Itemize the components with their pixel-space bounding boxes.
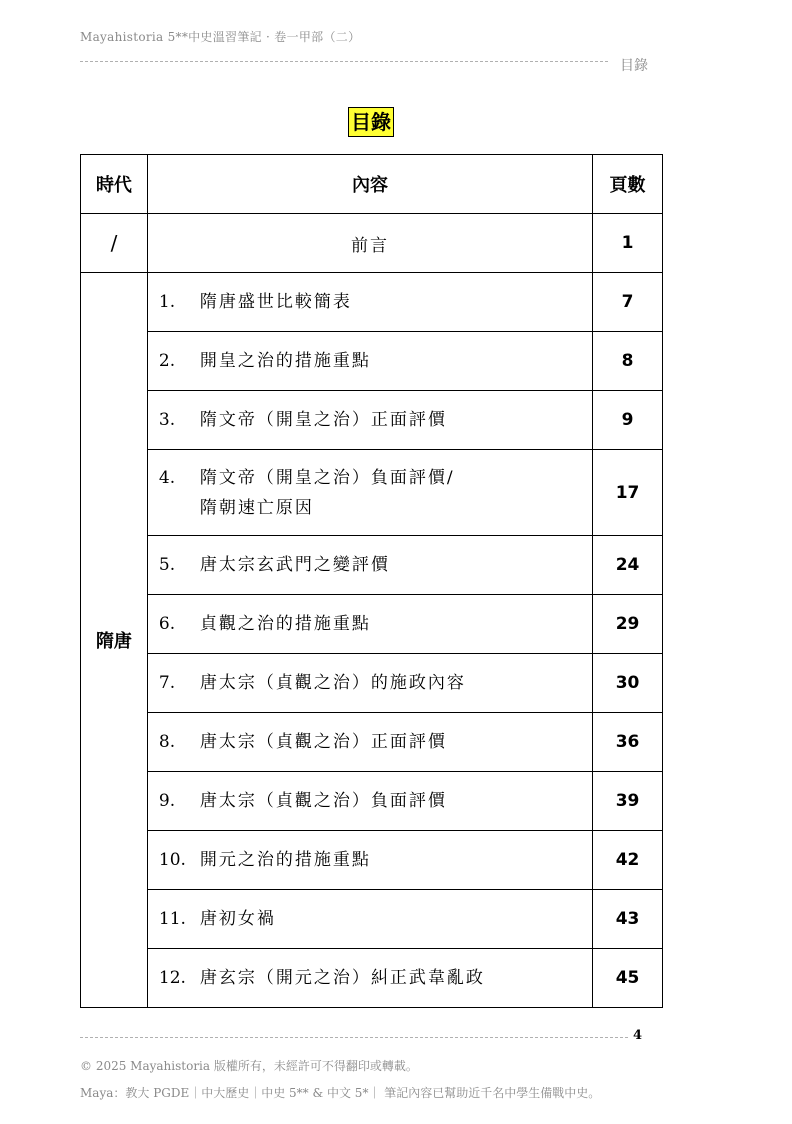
toc-item[interactable] (147, 831, 592, 890)
toc-row (81, 890, 663, 949)
footer-author-info: Maya：教大 PGDE｜中大歷史｜中史 5** & 中文 5*｜ 筆記內容已幫助近千名中學生備戰中史。 (80, 1086, 601, 1100)
item-text (200, 963, 485, 993)
col-header-content: 內容 (147, 155, 592, 214)
page-number: 8 (593, 332, 663, 391)
item-text-line: 開元之治的措施重點 (199, 850, 371, 870)
toc-item[interactable] (147, 890, 592, 949)
toc-item[interactable] (147, 273, 592, 332)
toc-row (81, 831, 663, 890)
toc-item-intro[interactable]: 前言 (147, 214, 592, 273)
page-number: 45 (593, 949, 663, 1008)
item-number: 4. (158, 467, 176, 488)
item-text-line: 唐太宗（貞觀之治）正面評價 (199, 732, 447, 752)
item-text (200, 904, 276, 934)
item-text-line: 唐初女禍 (199, 909, 276, 929)
item-number: 11. (158, 909, 186, 929)
item-number: 9. (158, 791, 176, 811)
toc-row (81, 713, 663, 772)
toc-item[interactable] (147, 595, 592, 654)
toc-item[interactable] (147, 332, 592, 391)
item-number: 7. (158, 673, 176, 693)
item-text (200, 346, 371, 376)
item-text-line: 唐玄宗（開元之治）糾正武韋亂政 (199, 968, 485, 988)
toc-row (81, 949, 663, 1008)
item-number: 3. (158, 410, 176, 430)
item-text (200, 405, 447, 435)
page-number: 30 (593, 654, 663, 713)
page-number: 36 (593, 713, 663, 772)
item-number: 1. (158, 292, 176, 312)
toc-row (81, 391, 663, 450)
toc-row (81, 273, 663, 332)
toc-row (81, 654, 663, 713)
page-number: 24 (593, 536, 663, 595)
item-text-line: 唐太宗玄武門之變評價 (199, 555, 390, 575)
item-text-line: 開皇之治的措施重點 (199, 351, 371, 371)
item-number: 8. (158, 732, 176, 752)
toc-item[interactable] (147, 772, 592, 831)
toc-item[interactable] (147, 391, 592, 450)
item-text (200, 463, 455, 523)
toc-item[interactable] (147, 450, 592, 536)
header-section: 目錄 (620, 58, 648, 74)
item-text (200, 287, 352, 317)
item-text-line: 唐太宗（貞觀之治）的施政內容 (199, 673, 466, 693)
item-text (200, 786, 447, 816)
header-title: Mayahistoria 5**中史溫習筆記 · 卷一甲部（二） (80, 30, 361, 44)
item-text (200, 609, 371, 639)
toc-items (81, 273, 663, 1008)
page-number: 39 (593, 772, 663, 831)
item-text-line: 隋文帝（開皇之治）正面評價 (199, 410, 447, 430)
col-header-page: 頁數 (593, 155, 663, 214)
era-cell-sui-tang: 隋唐 (81, 273, 148, 1008)
item-text (200, 845, 371, 875)
item-text (200, 727, 447, 757)
toc-item[interactable] (147, 713, 592, 772)
toc-item[interactable] (147, 536, 592, 595)
page-number: 43 (593, 890, 663, 949)
toc-header-row (81, 155, 663, 214)
page-number-intro: 1 (593, 214, 663, 273)
item-text-line: 貞觀之治的措施重點 (199, 614, 371, 634)
item-number: 12. (158, 968, 186, 988)
item-text-line: 隋文帝（開皇之治）負面評價/ (199, 467, 455, 488)
item-number: 6. (158, 614, 176, 634)
footer-page-number: 4 (633, 1028, 643, 1043)
toc-row (81, 536, 663, 595)
item-number: 5. (158, 555, 176, 575)
item-text-line: 隋唐盛世比較簡表 (199, 292, 352, 312)
col-header-era: 時代 (81, 155, 148, 214)
toc-row (81, 595, 663, 654)
page-number: 9 (593, 391, 663, 450)
page-number: 17 (593, 450, 663, 536)
page-number: 42 (593, 831, 663, 890)
item-text (200, 550, 390, 580)
page-number: 29 (593, 595, 663, 654)
header-divider (80, 61, 608, 62)
item-text (200, 668, 466, 698)
toc-row (81, 450, 663, 536)
toc-row (81, 332, 663, 391)
toc-item[interactable] (147, 654, 592, 713)
item-text-line-2: 隋朝速亡原因 (199, 497, 314, 518)
item-number: 2. (158, 351, 176, 371)
item-text-line: 唐太宗（貞觀之治）負面評價 (199, 791, 447, 811)
page-number: 7 (593, 273, 663, 332)
item-number: 10. (158, 850, 186, 870)
toc-row-intro (81, 214, 663, 273)
toc-row (81, 772, 663, 831)
era-cell-intro: / (81, 214, 148, 273)
footer-copyright: © 2025 Mayahistoria 版權所有，未經許可不得翻印或轉載。 (80, 1059, 418, 1073)
toc-item[interactable] (147, 949, 592, 1008)
toc-table (80, 154, 663, 1008)
footer-divider (80, 1037, 628, 1038)
page-title: 目錄 (348, 107, 394, 137)
